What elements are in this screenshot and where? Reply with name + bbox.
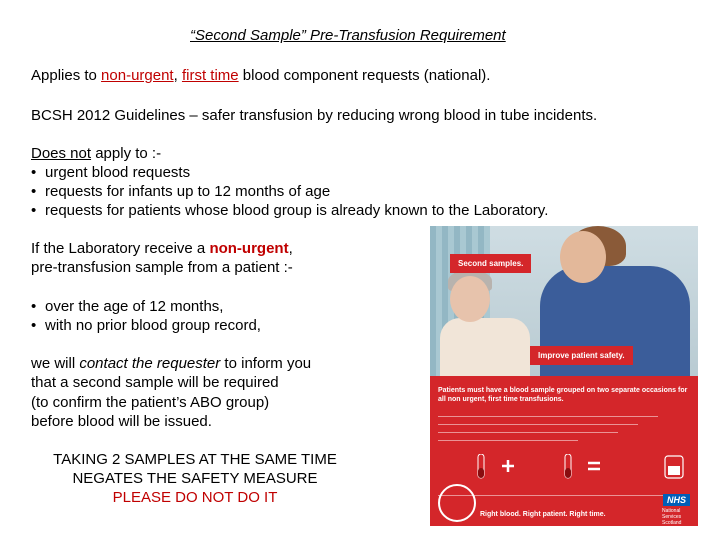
we-will-suffix: to inform you [220, 355, 312, 372]
if-lab-prefix: If the Laboratory receive a [31, 240, 210, 257]
poster-slogan: Right blood. Right patient. Right time. [480, 511, 606, 518]
non-urgent-text: non-urgent [101, 67, 174, 84]
sample-tube-icon [476, 454, 486, 480]
plus-icon [502, 460, 514, 472]
applies-prefix: Applies to [31, 67, 102, 84]
applies-suffix: blood component requests (national). [238, 67, 491, 84]
poster-small-text [438, 412, 688, 441]
patient-head [450, 276, 490, 322]
bcsh-line: BCSH 2012 Guidelines – safer transfusion by reducing wrong blood in tube incidents. [31, 107, 598, 124]
blood-bag-icon [663, 454, 685, 480]
if-lab-line2: pre-transfusion sample from a patient :- [31, 259, 293, 276]
we-will-line3: (to confirm the patient’s ABO group) [31, 394, 270, 411]
does-not-underlined: Does not [31, 145, 92, 162]
applies-comma: , [173, 67, 182, 84]
if-lab-comma: , [288, 240, 293, 257]
page-title: “Second Sample” Pre-Transfusion Requirement [190, 27, 506, 44]
poster-red-panel [430, 376, 698, 526]
we-will-prefix: we will [31, 355, 80, 372]
nurse-head [560, 231, 606, 283]
poster-footnote [438, 492, 688, 496]
does-not-heading [31, 144, 161, 163]
poster-tag-mid: Improve patient safety. [530, 346, 633, 365]
scotland-logo-icon [438, 484, 476, 522]
list-item: • requests for infants up to 12 months of age [31, 182, 548, 201]
list-item: • over the age of 12 months, [31, 297, 261, 316]
list-item: • urgent blood requests [31, 163, 548, 182]
nhs-subtitle: National Services Scotland [662, 508, 682, 526]
list-item: • requests for patients whose blood group is already known to the Laboratory. [31, 201, 548, 220]
nhs-logo: NHS [663, 494, 690, 506]
if-lab-line1 [31, 239, 293, 258]
first-time-text: first time [181, 67, 239, 84]
warning-line3: PLEASE DO NOT DO IT [112, 489, 278, 506]
patient-figure [440, 318, 530, 376]
applies-line [31, 66, 490, 85]
warning-line2: NEGATES THE SAFETY MEASURE [72, 470, 318, 487]
second-sample-poster [430, 226, 698, 526]
we-will-line1 [31, 354, 311, 373]
sample-tube-icon [563, 454, 573, 480]
poster-icon-row [438, 450, 688, 486]
if-lab-non-urgent: non-urgent [209, 240, 289, 257]
we-will-line4: before blood will be issued. [31, 413, 212, 430]
list-item: • with no prior blood group record, [31, 316, 261, 335]
poster-headline: Patients must have a blood sample grouped on two separate occasions for all non urgent, first time transfusions. [438, 387, 688, 403]
exemption-list [31, 163, 548, 220]
condition-list [31, 297, 261, 335]
we-will-line2: that a second sample will be required [31, 374, 279, 391]
does-not-rest: apply to :- [91, 145, 162, 162]
poster-tag-top: Second samples. [450, 254, 531, 273]
warning-line1: TAKING 2 SAMPLES AT THE SAME TIME [53, 451, 337, 468]
equals-icon [588, 460, 600, 472]
we-will-italic: contact the requester [79, 355, 221, 372]
poster-photo [430, 226, 698, 376]
